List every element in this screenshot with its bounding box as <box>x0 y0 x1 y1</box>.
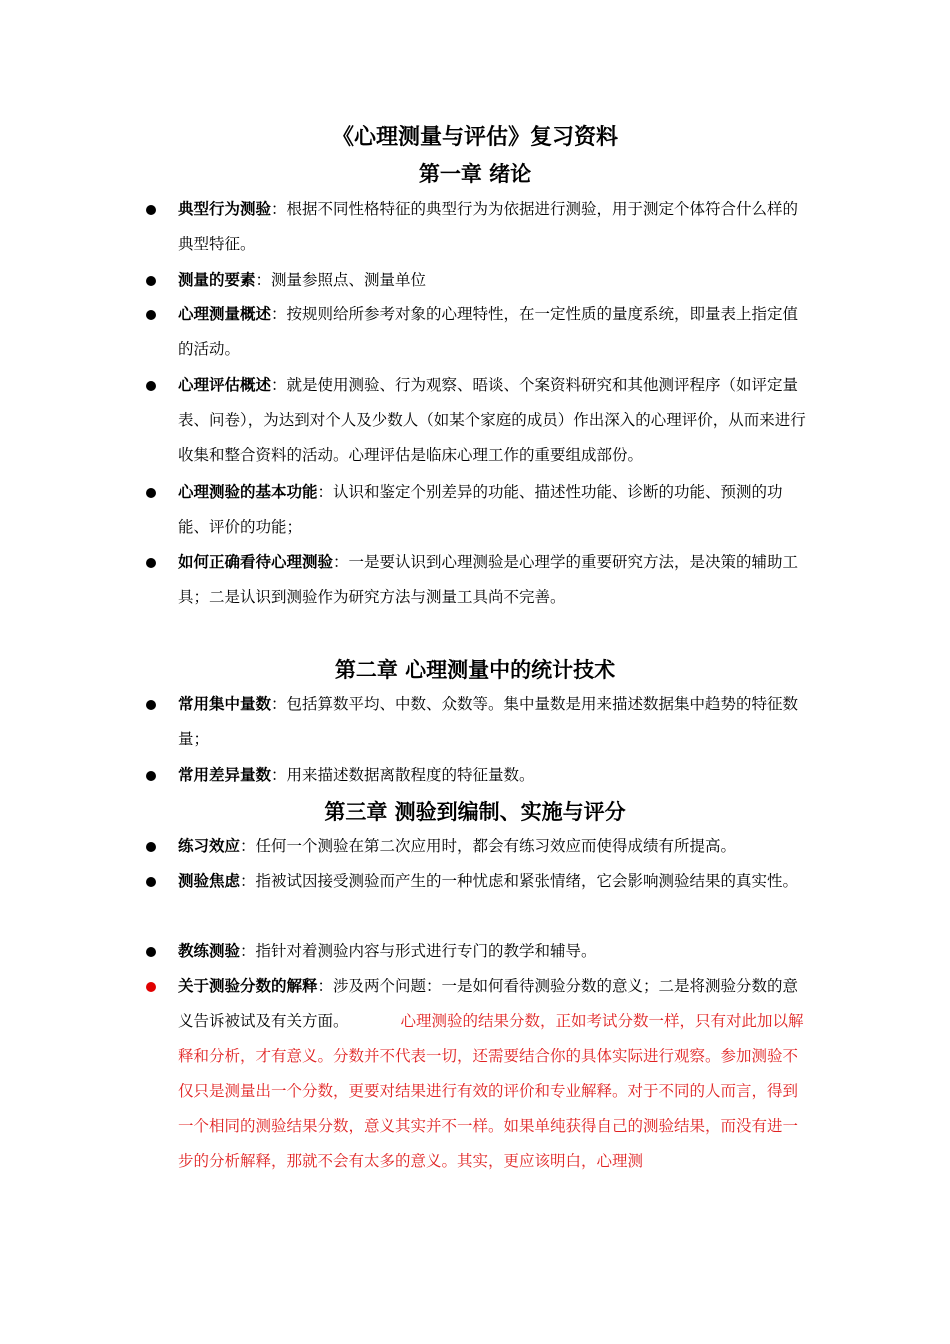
item-text: 用来描述数据离散程度的特征量数。 <box>286 766 535 784</box>
item-sep: ： <box>271 695 287 713</box>
document-title: 《心理测量与评估》复习资料 <box>331 125 618 150</box>
item-text: 涉及两个问题：一是如何看待测验分数的意义；二是将测验分数的意义告诉被试及有关方面。 <box>178 977 799 1030</box>
bullet-icon <box>146 771 156 781</box>
item-term: 常用差异量数 <box>178 766 272 784</box>
item-sep: ： <box>317 483 334 501</box>
list-item <box>178 687 808 757</box>
list-item <box>178 969 808 1179</box>
list-item <box>178 297 808 367</box>
bullet-icon <box>146 310 156 320</box>
list-item <box>178 263 808 298</box>
item-sep: ： <box>240 872 256 890</box>
item-text: 就是使用测验、行为观察、晤谈、个案资料研究和其他测评程序（如评定量表、问卷），为达到对个人及少数人（如某个家庭的成员）作出深入的心理评价，从而来进行收集和整合资料的活动。心理评估是临床心理工作的重要组成部份。 <box>178 376 806 464</box>
item-sep: ： <box>333 553 349 571</box>
item-sep: ： <box>255 271 272 289</box>
item-text: 按规则给所参考对象的心理特性，在一定性质的量度系统，即量表上指定值的活动。 <box>178 305 799 358</box>
item-text: 认识和鉴定个别差异的功能、描述性功能、诊断的功能、预测的功能、评价的功能； <box>178 483 783 536</box>
list-item <box>178 864 808 899</box>
bullet-icon <box>146 488 156 498</box>
item-text: 指针对着测验内容与形式进行专门的教学和辅导。 <box>255 942 597 960</box>
item-term: 如何正确看待心理测验 <box>178 553 334 571</box>
item-sep: ： <box>317 977 334 995</box>
bullet-icon <box>146 205 156 215</box>
item-text: 任何一个测验在第二次应用时，都会有练习效应而使得成绩有所提高。 <box>255 837 737 855</box>
item-sep: ： <box>240 837 256 855</box>
bullet-icon <box>146 700 156 710</box>
item-term: 心理测量概述 <box>178 305 272 323</box>
chapter-2-title: 第二章 心理测量中的统计技术 <box>334 658 616 682</box>
item-term: 教练测验 <box>178 942 241 960</box>
item-text: 包括算数平均、中数、众数等。集中量数是用来描述数据集中趋势的特征数量； <box>178 695 799 748</box>
bullet-icon <box>146 877 156 887</box>
item-text: 测量参照点、测量单位 <box>271 271 427 289</box>
list-item <box>178 829 808 864</box>
item-term: 心理测验的基本功能 <box>178 483 318 501</box>
chapter-1-title: 第一章 绪论 <box>418 162 532 186</box>
item-term: 心理评估概述 <box>178 376 272 394</box>
red-bullet-icon <box>146 982 156 992</box>
item-term: 关于测验分数的解释 <box>178 977 318 995</box>
list-item <box>178 192 808 262</box>
item-sep: ： <box>271 376 287 394</box>
bullet-icon <box>146 381 156 391</box>
item-note-red: 心理测验的结果分数，正如考试分数一样，只有对此加以解释和分析，才有意义。分数并不代表一切，还需要结合你的具体实际进行观察。参加测验不仅只是测量出一个分数，更要对结果进行有效的评价和专业解释。对于不同的人而言，得到一个相同的测验结果分数，意义其实并不一样。如果单纯获得自己的测验结果，而没有进一步的分析解释，那就不会有太多的意义。其实，更应该明白，心理测 <box>178 1012 804 1170</box>
item-text: 一是要认识到心理测验是心理学的重要研究方法，是决策的辅助工具；二是认识到测验作为研究方法与测量工具尚不完善。 <box>178 553 799 606</box>
item-sep: ： <box>271 305 287 323</box>
list-item <box>178 934 808 969</box>
bullet-icon <box>146 276 156 286</box>
list-item <box>178 368 808 473</box>
item-text: 指被试因接受测验而产生的一种忧虑和紧张情绪，它会影响测验结果的真实性。 <box>255 872 799 890</box>
bullet-icon <box>146 947 156 957</box>
item-text: 根据不同性格特征的典型行为为依据进行测验，用于测定个体符合什么样的典型特征。 <box>178 200 799 253</box>
item-term: 测量的要素 <box>178 271 256 289</box>
list-item <box>178 758 808 793</box>
item-sep: ： <box>271 200 287 218</box>
item-sep: ： <box>240 942 256 960</box>
item-term: 练习效应 <box>178 837 241 855</box>
list-item <box>178 545 808 615</box>
list-item <box>178 475 808 545</box>
bullet-icon <box>146 842 156 852</box>
item-term: 典型行为测验 <box>178 200 272 218</box>
bullet-icon <box>146 558 156 568</box>
item-term: 常用集中量数 <box>178 695 272 713</box>
item-sep: ： <box>271 766 287 784</box>
chapter-3-title: 第三章 测验到编制、实施与评分 <box>324 800 626 824</box>
item-term: 测验焦虑 <box>178 872 241 890</box>
